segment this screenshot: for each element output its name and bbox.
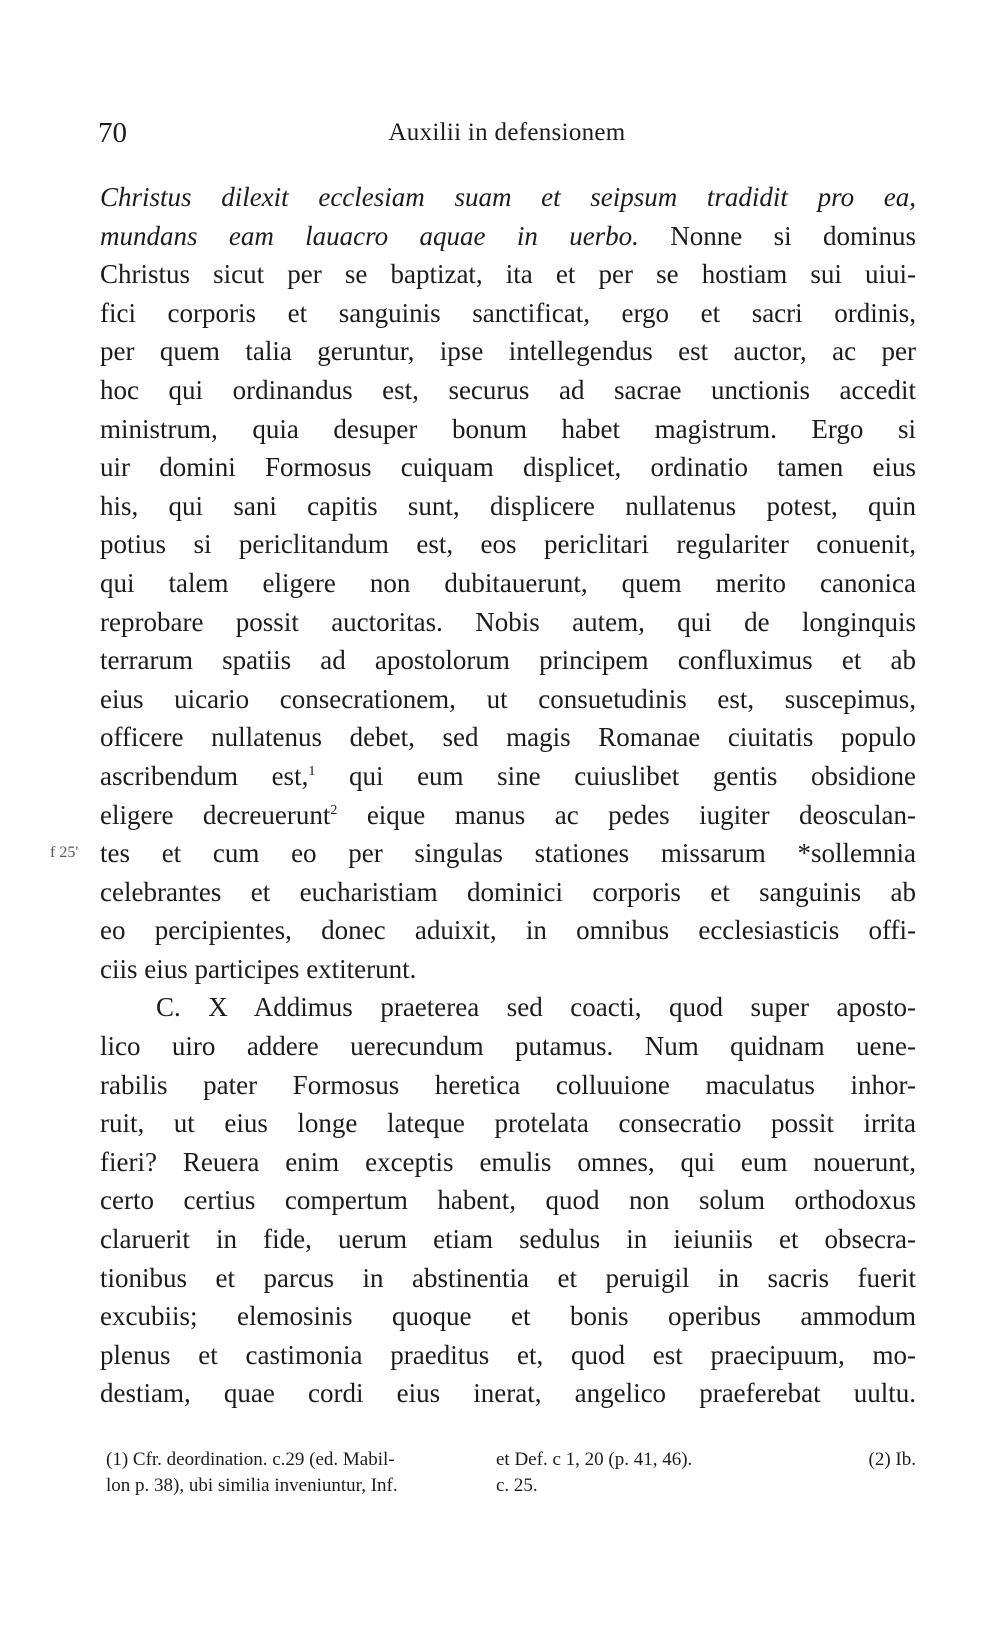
text-line-4: fici corporis et sanguinis sanctificat, ergo et sacri ordinis, — [100, 297, 916, 328]
main-text — [50, 178, 917, 1413]
footnote-line-2 — [100, 1473, 916, 1499]
text-line-22: C. X Addimus praeterea sed coacti, quod super aposto- — [156, 992, 916, 1023]
footnote-ref-2: 2 — [330, 802, 338, 818]
text-line-6: hoc qui ordinandus est, securus ad sacrae unctionis accedit — [100, 374, 916, 405]
text-line-30: excubiis; elemosinis quoque et bonis operibus ammodum — [100, 1301, 916, 1332]
text-line-2 — [100, 217, 916, 256]
text-line-32: destiam, quae cordi eius inerat, angelico praeferebat uultu. — [100, 1378, 916, 1409]
text-line-27: certo certius compertum habent, quod non solum orthodoxus — [100, 1185, 916, 1216]
text-line-16 — [100, 757, 916, 796]
footnote-1-cont: et Def. c 1, 20 (p. 41, 46). — [496, 1449, 693, 1470]
text-line-24: rabilis pater Formosus heretica colluuione maculatus inhor- — [100, 1069, 916, 1100]
text-line-7: ministrum, quia desuper bonum habet magistrum. Ergo si — [100, 413, 916, 444]
text-line-2-roman: Nonne si dominus — [638, 220, 916, 251]
footnote-line-1 — [100, 1447, 916, 1473]
text-line-17-b: eique manus ac pedes iugiter deosculan- — [337, 799, 916, 830]
text-line-20: eo percipientes, donec aduixit, in omnibus ecclesiasticis offi- — [100, 915, 916, 946]
footnote-2-text: (2) Ib. — [868, 1449, 916, 1470]
text-line-21: ciis eius participes extiterunt. — [100, 953, 417, 984]
footnotes — [100, 1447, 916, 1499]
text-line-14: eius uicario consecrationem, ut consuetudinis est, suscepimus, — [100, 683, 916, 714]
text-line-17-a: eligere decreuerunt — [100, 799, 331, 830]
text-line-15: officere nullatenus debet, sed magis Romanae ciuitatis populo — [100, 722, 916, 753]
text-line-29: tionibus et parcus in abstinentia et peruigil in sacris fuerit — [100, 1262, 916, 1293]
page-number: 70 — [98, 117, 127, 149]
text-line-26: fieri? Reuera enim exceptis emulis omnes, qui eum nouerunt, — [100, 1146, 916, 1177]
footnote-1-cont-2: c. 25. — [496, 1475, 538, 1496]
text-line-17 — [100, 796, 916, 835]
text-line-28: claruerit in fide, uerum etiam sedulus in ieiuniis et obsecra- — [100, 1224, 916, 1255]
text-line-3: Christus sicut per se baptizat, ita et per se hostiam sui uiui- — [100, 259, 916, 290]
text-line-8: uir domini Formosus cuiquam displicet, ordinatio tamen eius — [100, 452, 916, 483]
text-line-23: lico uiro addere uerecundum putamus. Num quidnam uene- — [100, 1031, 916, 1062]
footnote-1-text-2: lon p. 38), ubi similia inveniuntur, Inf. — [106, 1475, 398, 1496]
text-line-12: reprobare possit auctoritas. Nobis autem, qui de longinquis — [100, 606, 916, 637]
text-line-1 — [100, 178, 916, 217]
text-line-25: ruit, ut eius longe lateque protelata consecratio possit irrita — [100, 1108, 916, 1139]
text-line-18-text: tes et cum eo per singulas stationes missarum *sollemnia — [100, 838, 916, 869]
running-head: Auxilii in defensionem — [388, 119, 626, 146]
text-line-9: his, qui sani capitis sunt, displicere nullatenus potest, quin — [100, 490, 916, 521]
footnote-ref-1: 1 — [308, 763, 316, 779]
text-line-16-b: qui eum sine cuiuslibet gentis obsidione — [315, 760, 917, 791]
text-line-16-a: ascribendum est, — [100, 760, 309, 791]
footnote-1-text: (1) Cfr. deordination. c.29 (ed. Mabil- — [106, 1449, 395, 1470]
italic-quote-end: mundans eam lauacro aquae in uerbo. — [100, 220, 639, 251]
text-line-31: plenus et castimonia praeditus et, quod est praecipuum, mo- — [100, 1339, 916, 1370]
text-line-10: potius si periclitandum est, eos periclitari regulariter conuenit, — [100, 529, 916, 560]
text-line-19: celebrantes et eucharistiam dominici corporis et sanguinis ab — [100, 876, 916, 907]
text-line-13: terrarum spatiis ad apostolorum principem confluximus et ab — [100, 645, 916, 676]
text-line-5: per quem talia geruntur, ipse intellegendus est auctor, ac per — [100, 336, 916, 367]
italic-quote: Christus dilexit ecclesiam suam et seipsum tradidit pro ea, — [100, 182, 916, 212]
margin-folio-note: f 25' — [50, 844, 79, 862]
page-header — [98, 117, 916, 157]
text-line-11: qui talem eligere non dubitauerunt, quem merito canonica — [100, 567, 916, 598]
text-line-18 — [50, 834, 916, 873]
